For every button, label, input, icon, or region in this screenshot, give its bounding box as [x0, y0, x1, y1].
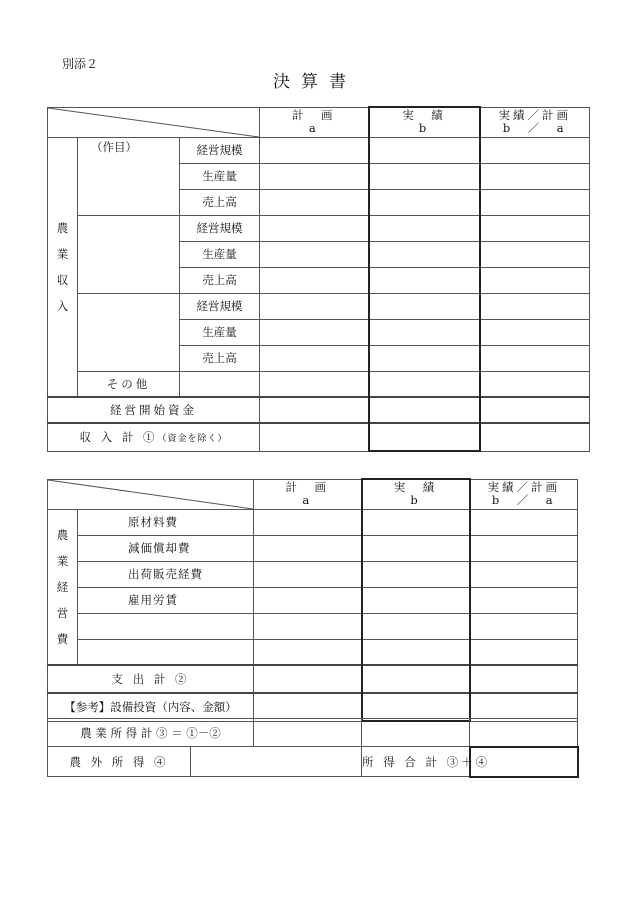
col-plan-header: 計 画 a	[260, 107, 369, 137]
cell-plan[interactable]	[254, 693, 362, 721]
crop-name-cell[interactable]: （作目）	[78, 137, 180, 215]
cell-non-farm-income[interactable]	[191, 747, 362, 777]
income-total-label: 収 入 計 ①（資金を除く）	[48, 423, 260, 451]
expense-table	[47, 478, 578, 722]
farm-income-label: 農 業 所 得 計 ③ ＝ ①－②	[48, 719, 254, 747]
cell-ratio[interactable]	[480, 215, 590, 241]
cell-actual[interactable]	[362, 587, 470, 613]
agri-income-group-label: 農 業 収 入	[48, 137, 78, 397]
cell-actual[interactable]	[369, 215, 480, 241]
cell-ratio[interactable]	[480, 189, 590, 215]
item-production-label: 生産量	[180, 163, 260, 189]
cell-plan[interactable]	[260, 163, 369, 189]
cell-ratio[interactable]	[480, 267, 590, 293]
cell-actual[interactable]	[362, 561, 470, 587]
cell-actual[interactable]	[369, 397, 480, 423]
cell-plan[interactable]	[260, 397, 369, 423]
cell-plan[interactable]	[254, 535, 362, 561]
item-scale-label: 経営規模	[180, 293, 260, 319]
cell-plan[interactable]	[254, 639, 362, 665]
cell-ratio[interactable]	[470, 639, 578, 665]
income-sum-label: 所 得 合 計 ③＋④	[362, 747, 470, 777]
expense-item-materials: 原材料費	[78, 509, 254, 535]
cell-actual[interactable]	[369, 137, 480, 163]
col-actual-header: 実 績 b	[362, 479, 470, 509]
cell-actual[interactable]	[362, 665, 470, 693]
cell-ratio[interactable]	[470, 613, 578, 639]
cell-actual[interactable]	[362, 693, 470, 721]
cell-actual[interactable]	[369, 267, 480, 293]
item-scale-label: 経営規模	[180, 137, 260, 163]
expense-item-shipping: 出荷販売経費	[78, 561, 254, 587]
cell-plan[interactable]	[260, 215, 369, 241]
startup-funds-label: 経営開始資金	[48, 397, 260, 423]
cell-farm-income-plan[interactable]	[254, 719, 362, 747]
expense-item-depreciation: 減価償却費	[78, 535, 254, 561]
cell-ratio[interactable]	[480, 137, 590, 163]
attachment-label: 別添２	[62, 57, 99, 71]
cell-farm-income-actual[interactable]	[362, 719, 470, 747]
cell-ratio[interactable]	[480, 345, 590, 371]
item-production-label: 生産量	[180, 241, 260, 267]
cell-income-sum[interactable]	[470, 747, 578, 777]
other-label: その他	[78, 371, 180, 397]
agri-expense-group-label: 農 業 経 営 費	[48, 509, 78, 665]
income-summary-table	[47, 718, 579, 778]
other-item-cell[interactable]	[180, 371, 260, 397]
cell-actual[interactable]	[369, 293, 480, 319]
cell-actual[interactable]	[369, 241, 480, 267]
crop-name-cell[interactable]	[78, 215, 180, 293]
cell-ratio[interactable]	[480, 293, 590, 319]
cell-ratio[interactable]	[470, 587, 578, 613]
cell-actual[interactable]	[362, 639, 470, 665]
col-ratio-header: 実績／計画 b ／ a	[470, 479, 578, 509]
cell-ratio[interactable]	[480, 241, 590, 267]
cell-actual[interactable]	[369, 163, 480, 189]
cell-ratio[interactable]	[470, 665, 578, 693]
cell-ratio[interactable]	[470, 561, 578, 587]
cell-actual[interactable]	[362, 535, 470, 561]
cell-plan[interactable]	[260, 241, 369, 267]
cell-ratio[interactable]	[470, 535, 578, 561]
cell-plan[interactable]	[254, 587, 362, 613]
expense-item-labor: 雇用労賃	[78, 587, 254, 613]
cell-plan[interactable]	[260, 371, 369, 397]
col-actual-header: 実 績 b	[369, 107, 480, 137]
cell-ratio[interactable]	[480, 423, 590, 451]
cell-ratio[interactable]	[470, 693, 578, 721]
cell-actual[interactable]	[369, 319, 480, 345]
cell-ratio[interactable]	[470, 509, 578, 535]
item-scale-label: 経営規模	[180, 215, 260, 241]
cell-plan[interactable]	[254, 665, 362, 693]
cell-plan[interactable]	[254, 509, 362, 535]
cell-plan[interactable]	[260, 189, 369, 215]
col-ratio-header: 実績／計画 b ／ a	[480, 107, 590, 137]
expense-item-blank[interactable]	[78, 613, 254, 639]
cell-actual[interactable]	[362, 613, 470, 639]
col-plan-header: 計 画 a	[254, 479, 362, 509]
cell-actual[interactable]	[369, 189, 480, 215]
cell-ratio[interactable]	[480, 319, 590, 345]
cell-plan[interactable]	[260, 345, 369, 371]
cell-actual[interactable]	[369, 371, 480, 397]
income-table	[47, 106, 590, 452]
expense-item-blank[interactable]	[78, 639, 254, 665]
item-production-label: 生産量	[180, 319, 260, 345]
item-sales-label: 売上高	[180, 345, 260, 371]
cell-plan[interactable]	[260, 267, 369, 293]
cell-ratio[interactable]	[480, 397, 590, 423]
header-diagonal-cell	[48, 479, 254, 509]
item-sales-label: 売上高	[180, 189, 260, 215]
expense-total-label: 支 出 計 ②	[48, 665, 254, 693]
crop-name-cell[interactable]	[78, 293, 180, 371]
cell-plan[interactable]	[260, 293, 369, 319]
item-sales-label: 売上高	[180, 267, 260, 293]
cell-plan[interactable]	[254, 613, 362, 639]
capex-reference-label: 【参考】設備投資（内容、金額）	[48, 693, 254, 721]
cell-plan[interactable]	[254, 561, 362, 587]
header-diagonal-cell	[48, 107, 260, 137]
cell-ratio[interactable]	[480, 371, 590, 397]
cell-plan[interactable]	[260, 423, 369, 451]
cell-actual[interactable]	[362, 509, 470, 535]
cell-plan[interactable]	[260, 137, 369, 163]
cell-plan[interactable]	[260, 319, 369, 345]
non-farm-income-label: 農 外 所 得 ④	[48, 747, 191, 777]
cell-actual[interactable]	[369, 345, 480, 371]
page-title: 決算書	[273, 72, 357, 92]
cell-ratio[interactable]	[480, 163, 590, 189]
cell-actual[interactable]	[369, 423, 480, 451]
cell-farm-income-ratio[interactable]	[470, 719, 578, 747]
